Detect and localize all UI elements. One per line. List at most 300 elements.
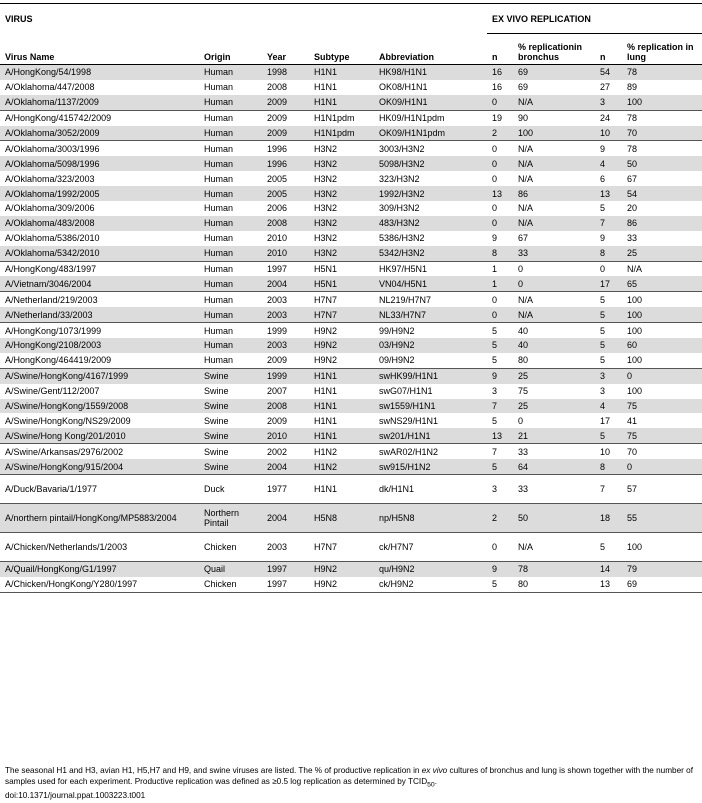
virus-name-cell: A/Swine/HongKong/1559/2008: [0, 399, 199, 414]
n-lung-cell: 24: [600, 113, 611, 124]
n-bronchus-cell: 0: [492, 542, 498, 553]
origin-cell: Swine: [204, 415, 229, 426]
origin-cell: Duck: [204, 484, 225, 495]
n-bronchus-cell: 0: [492, 173, 498, 184]
bronchus-cell: 33: [513, 246, 595, 261]
abbreviation-cell: NL33/H7N7: [374, 307, 487, 322]
bronchus-cell: 69: [518, 82, 529, 93]
col-header-lung: % replication in lung: [627, 42, 694, 62]
subtype-cell: H3N2: [309, 186, 374, 201]
year-cell: 2009: [262, 95, 309, 110]
origin-cell: Human: [204, 355, 234, 366]
subtype-cell: H1N1: [309, 368, 374, 383]
lung-cell: 89: [627, 82, 638, 93]
origin-cell: Human: [204, 294, 234, 305]
n-lung-cell: 0: [600, 264, 606, 275]
table-row: [0, 338, 702, 353]
table-row: [0, 577, 702, 592]
n-bronchus-cell: 5: [492, 415, 498, 426]
table-row: [0, 368, 702, 383]
n-bronchus-cell: 19: [492, 113, 503, 124]
year-cell: 2009: [267, 355, 288, 366]
table-row: [0, 562, 702, 577]
lung-cell: 69: [627, 579, 638, 590]
col-header-n-bronchus: n: [492, 52, 498, 62]
abbreviation-cell: 09/H9N2: [379, 355, 415, 366]
table-row: [0, 475, 702, 504]
origin-cell: Human: [199, 95, 262, 110]
abbreviation-cell: swAR02/H1N2: [379, 446, 439, 457]
subtype-cell: H1N1: [309, 428, 374, 443]
subtype-cell: H9N2: [314, 579, 338, 590]
subtype-cell: H1N1: [309, 65, 374, 80]
abbreviation-cell: swG07/H1N1: [379, 386, 433, 397]
origin-cell: Human: [204, 143, 234, 154]
origin-cell: Human: [199, 276, 262, 291]
abbreviation-cell: HK09/H1N1pdm: [379, 113, 445, 124]
virus-name-cell: A/Oklahoma/323/2003: [5, 173, 95, 184]
subtype-cell: H5N1: [309, 276, 374, 291]
lung-cell: 75: [622, 428, 702, 443]
caption-text-2: cultures of bronchus and lung is shown together with the number of samples used for each experiment. Productive replication was defined as ≥0.5 log replication as determined by TCID: [5, 766, 693, 786]
lung-cell: 20: [627, 203, 638, 214]
subtype-cell: H3N2: [314, 233, 338, 244]
year-cell: 1996: [262, 156, 309, 171]
bronchus-cell: N/A: [513, 156, 595, 171]
origin-cell: Swine: [199, 428, 262, 443]
abbreviation-cell: OK09/H1N1pdm: [374, 126, 487, 141]
bronchus-cell: N/A: [518, 143, 534, 154]
year-cell: 2002: [267, 446, 288, 457]
virus-name-cell: A/northern pintail/HongKong/MP5883/2004: [0, 504, 199, 533]
lung-cell: 78: [627, 143, 638, 154]
lung-cell: 65: [622, 276, 702, 291]
table-row: [0, 261, 702, 276]
subtype-cell: H9N2: [314, 325, 338, 336]
n-lung-cell: 9: [600, 143, 606, 154]
table-row: [0, 156, 702, 171]
abbreviation-cell: HK97/H5N1: [379, 264, 428, 275]
n-lung-cell: 5: [600, 542, 606, 553]
virus-name-cell: A/Netherland/33/2003: [0, 307, 199, 322]
year-cell: 1996: [267, 143, 288, 154]
virus-name-cell: A/Vietnam/3046/2004: [0, 276, 199, 291]
virus-name-cell: A/Oklahoma/3003/1996: [5, 143, 100, 154]
virus-name-cell: A/HongKong/2108/2003: [0, 338, 199, 353]
bronchus-cell: N/A: [518, 542, 534, 553]
origin-cell: Swine: [204, 386, 229, 397]
lung-cell: 79: [622, 562, 702, 577]
abbreviation-cell: 5342/H3N2: [374, 246, 487, 261]
subtype-cell: H5N1: [314, 264, 338, 275]
subtype-cell: H1N2: [309, 459, 374, 474]
origin-cell: Swine: [204, 446, 229, 457]
n-bronchus-cell: 9: [492, 233, 498, 244]
lung-cell: 55: [622, 504, 702, 533]
n-bronchus-cell: 5: [492, 325, 498, 336]
n-bronchus-cell: 5: [492, 355, 498, 366]
lung-cell: 86: [622, 216, 702, 231]
n-lung-cell: 5: [600, 294, 606, 305]
n-bronchus-cell: 0: [492, 143, 498, 154]
col-header-virus-name: Virus Name: [5, 52, 55, 62]
abbreviation-cell: 323/H3N2: [379, 173, 420, 184]
lung-cell: 60: [622, 338, 702, 353]
abbreviation-cell: np/H5N8: [374, 504, 487, 533]
table-row: [0, 80, 702, 95]
virus-name-cell: A/Oklahoma/1137/2009: [0, 95, 199, 110]
caption-italic: ex vivo: [421, 766, 448, 775]
virus-name-cell: A/Oklahoma/1992/2005: [0, 186, 199, 201]
n-lung-cell: 13: [595, 186, 622, 201]
bronchus-cell: 40: [513, 338, 595, 353]
bronchus-cell: 67: [518, 233, 529, 244]
abbreviation-cell: 483/H3N2: [374, 216, 487, 231]
abbreviation-cell: VN04/H5N1: [374, 276, 487, 291]
n-lung-cell: 5: [595, 338, 622, 353]
bronchus-cell: 80: [518, 579, 529, 590]
table-row: [0, 444, 702, 459]
year-cell: 2010: [262, 246, 309, 261]
bronchus-cell: 33: [518, 484, 529, 495]
virus-name-cell: A/Swine/Hong Kong/201/2010: [0, 428, 199, 443]
table-row: [0, 201, 702, 216]
origin-cell: Chicken: [204, 542, 237, 553]
subtype-cell: H5N8: [309, 504, 374, 533]
abbreviation-cell: sw1559/H1N1: [374, 399, 487, 414]
year-cell: 2009: [267, 415, 288, 426]
lung-cell: 67: [627, 173, 638, 184]
year-cell: 1977: [267, 484, 288, 495]
abbreviation-cell: HK98/H1N1: [374, 65, 487, 80]
subtype-cell: H9N2: [314, 355, 338, 366]
n-bronchus-cell: 0: [487, 216, 513, 231]
lung-cell: 100: [622, 95, 702, 110]
table-row: [0, 504, 702, 533]
bronchus-cell: 100: [513, 126, 595, 141]
n-lung-cell: 3: [595, 95, 622, 110]
subtype-cell: H7N7: [314, 542, 338, 553]
group-header-row: [0, 4, 702, 34]
n-bronchus-cell: 5: [492, 579, 498, 590]
origin-cell: Human: [204, 233, 234, 244]
bronchus-cell: 0: [518, 415, 524, 426]
subtype-cell: H9N2: [309, 338, 374, 353]
year-cell: 2010: [262, 428, 309, 443]
virus-name-cell: A/HongKong/54/1998: [0, 65, 199, 80]
abbreviation-cell: NL219/H7N7: [379, 294, 432, 305]
n-bronchus-cell: 13: [487, 186, 513, 201]
n-bronchus-cell: 8: [487, 246, 513, 261]
table-row: [0, 384, 702, 399]
abbreviation-cell: swHK99/H1N1: [374, 368, 487, 383]
col-header-abbreviation: Abbreviation: [379, 52, 435, 62]
abbreviation-cell: 1992/H3N2: [374, 186, 487, 201]
bronchus-cell: 0: [518, 264, 524, 275]
n-bronchus-cell: 16: [492, 82, 503, 93]
n-lung-cell: 17: [600, 415, 611, 426]
table-row: [0, 141, 702, 156]
lung-cell: 78: [627, 113, 638, 124]
n-bronchus-cell: 2: [487, 504, 513, 533]
bronchus-cell: 75: [518, 386, 529, 397]
table-row: [0, 353, 702, 368]
origin-cell: Chicken: [204, 579, 237, 590]
lung-cell: N/A: [627, 264, 643, 275]
subtype-cell: H3N2: [309, 246, 374, 261]
n-lung-cell: 8: [595, 459, 622, 474]
virus-name-cell: A/Oklahoma/3052/2009: [0, 126, 199, 141]
year-cell: 1997: [262, 562, 309, 577]
origin-cell: Human: [204, 82, 234, 93]
subtype-cell: H3N2: [309, 216, 374, 231]
year-cell: 2004: [262, 459, 309, 474]
lung-cell: 33: [627, 233, 638, 244]
caption-doi: doi:10.1371/journal.ppat.1003223.t001: [5, 790, 146, 800]
n-lung-cell: 3: [595, 368, 622, 383]
table-row: [0, 126, 702, 141]
abbreviation-cell: 5098/H3N2: [374, 156, 487, 171]
col-header-n-lung: n: [600, 52, 606, 62]
table-row: [0, 246, 702, 261]
n-bronchus-cell: 0: [487, 95, 513, 110]
lung-cell: 54: [622, 186, 702, 201]
virus-name-cell: A/HongKong/1073/1999: [5, 325, 102, 336]
virus-name-cell: A/Oklahoma/309/2006: [5, 203, 95, 214]
n-bronchus-cell: 7: [487, 399, 513, 414]
year-cell: 1997: [267, 264, 288, 275]
lung-cell: 25: [622, 246, 702, 261]
n-bronchus-cell: 5: [487, 338, 513, 353]
abbreviation-cell: dk/H1N1: [379, 484, 415, 495]
bronchus-cell: 40: [518, 325, 529, 336]
subtype-cell: H1N2: [314, 446, 338, 457]
virus-name-cell: A/Quail/HongKong/G1/1997: [0, 562, 199, 577]
table-row: [0, 307, 702, 322]
virus-group-header: VIRUS: [5, 13, 33, 24]
virus-name-cell: A/Oklahoma/483/2008: [0, 216, 199, 231]
bronchus-cell: N/A: [513, 95, 595, 110]
year-cell: 2003: [262, 307, 309, 322]
year-cell: 2010: [267, 233, 288, 244]
n-bronchus-cell: 0: [492, 294, 498, 305]
table-row: [0, 95, 702, 110]
origin-cell: Human: [204, 203, 234, 214]
table-row: [0, 399, 702, 414]
subtype-cell: H1N1: [314, 484, 338, 495]
n-bronchus-cell: 7: [492, 446, 498, 457]
year-cell: 2008: [262, 216, 309, 231]
virus-name-cell: A/Chicken/Netherlands/1/2003: [5, 542, 128, 553]
n-lung-cell: 9: [600, 233, 606, 244]
virus-name-cell: A/Chicken/HongKong/Y280/1997: [5, 579, 138, 590]
abbreviation-cell: 03/H9N2: [374, 338, 487, 353]
subtype-cell: H3N2: [314, 143, 338, 154]
n-bronchus-cell: 13: [487, 428, 513, 443]
table-row: [0, 276, 702, 291]
origin-cell: Human: [199, 186, 262, 201]
subtype-cell: H9N2: [309, 562, 374, 577]
table-row: [0, 186, 702, 201]
virus-name-cell: A/Duck/Bavaria/1/1977: [5, 484, 98, 495]
bronchus-cell: 50: [513, 504, 595, 533]
virus-name-cell: A/Oklahoma/5342/2010: [0, 246, 199, 261]
n-lung-cell: 8: [595, 246, 622, 261]
virus-name-cell: A/Swine/HongKong/4167/1999: [0, 368, 199, 383]
bronchus-cell: N/A: [513, 307, 595, 322]
table-row: [0, 65, 702, 80]
exvivo-group-header: EX VIVO REPLICATION: [487, 4, 702, 34]
lung-cell: 100: [622, 307, 702, 322]
table-row: [0, 231, 702, 246]
n-lung-cell: 5: [595, 428, 622, 443]
n-bronchus-cell: 9: [487, 562, 513, 577]
origin-cell: Human: [204, 173, 234, 184]
abbreviation-cell: ck/H9N2: [379, 579, 414, 590]
origin-cell: Human: [199, 216, 262, 231]
year-cell: 2008: [262, 399, 309, 414]
table-caption: [5, 766, 697, 801]
caption-text-3: .: [434, 776, 438, 786]
year-cell: 2009: [267, 113, 288, 124]
origin-cell: Quail: [199, 562, 262, 577]
origin-cell: Human: [204, 325, 234, 336]
subtype-cell: H1N1pdm: [309, 126, 374, 141]
abbreviation-cell: 3003/H3N2: [379, 143, 425, 154]
table-row: [0, 171, 702, 186]
subtype-cell: H1N1pdm: [314, 113, 355, 124]
virus-name-cell: A/Oklahoma/5098/1996: [0, 156, 199, 171]
year-cell: 2004: [262, 504, 309, 533]
abbreviation-cell: 309/H3N2: [379, 203, 420, 214]
year-cell: 2005: [262, 186, 309, 201]
table-row: [0, 110, 702, 125]
col-header-subtype: Subtype: [314, 52, 350, 62]
column-header-row: [0, 34, 702, 65]
bronchus-cell: 69: [513, 65, 595, 80]
subtype-cell: H1N1: [314, 82, 338, 93]
year-cell: 1997: [267, 579, 288, 590]
year-cell: 2005: [267, 173, 288, 184]
year-cell: 2009: [262, 126, 309, 141]
bronchus-cell: 80: [518, 355, 529, 366]
caption-text-1: The seasonal H1 and H3, avian H1, H5,H7 and H9, and swine viruses are listed. The % of productive replication in: [5, 766, 422, 775]
bronchus-cell: 21: [513, 428, 595, 443]
lung-cell: 0: [622, 368, 702, 383]
bronchus-cell: N/A: [518, 294, 534, 305]
n-bronchus-cell: 2: [487, 126, 513, 141]
subtype-cell: H1N1: [309, 399, 374, 414]
n-bronchus-cell: 9: [487, 368, 513, 383]
bronchus-cell: N/A: [513, 216, 595, 231]
n-lung-cell: 27: [600, 82, 611, 93]
subtype-cell: H7N7: [314, 294, 338, 305]
table-row: [0, 413, 702, 428]
table-row: [0, 292, 702, 307]
bronchus-cell: 86: [513, 186, 595, 201]
year-cell: 2004: [262, 276, 309, 291]
lung-cell: 50: [622, 156, 702, 171]
lung-cell: 100: [627, 355, 643, 366]
n-lung-cell: 14: [595, 562, 622, 577]
lung-cell: 100: [627, 542, 643, 553]
virus-name-cell: A/Oklahoma/5386/2010: [5, 233, 100, 244]
subtype-cell: H3N2: [309, 156, 374, 171]
n-lung-cell: 5: [595, 307, 622, 322]
lung-cell: 100: [627, 294, 643, 305]
bronchus-cell: 33: [518, 446, 529, 457]
lung-cell: 0: [622, 459, 702, 474]
virus-name-cell: A/Swine/HongKong/NS29/2009: [5, 415, 131, 426]
col-header-origin: Origin: [204, 52, 231, 62]
caption-subscript: 50: [427, 781, 435, 789]
col-header-bronchus: % replicationin bronchus: [518, 42, 583, 62]
virus-name-cell: A/HongKong/464419/2009: [5, 355, 112, 366]
year-cell: 2003: [262, 338, 309, 353]
abbreviation-cell: sw201/H1N1: [374, 428, 487, 443]
year-cell: 2003: [267, 294, 288, 305]
n-bronchus-cell: 5: [487, 459, 513, 474]
n-lung-cell: 17: [595, 276, 622, 291]
bronchus-cell: 90: [518, 113, 529, 124]
subtype-cell: H3N2: [314, 203, 338, 214]
year-cell: 2003: [267, 542, 288, 553]
virus-name-cell: A/Swine/Arkansas/2976/2002: [5, 446, 124, 457]
virus-name-cell: A/Swine/HongKong/915/2004: [0, 459, 199, 474]
lung-cell: 57: [627, 484, 638, 495]
virus-table: [0, 4, 702, 593]
year-cell: 1998: [262, 65, 309, 80]
lung-cell: 41: [627, 415, 638, 426]
origin-cell: Swine: [199, 399, 262, 414]
year-cell: 1999: [262, 368, 309, 383]
lung-cell: 75: [622, 399, 702, 414]
n-lung-cell: 5: [600, 325, 606, 336]
subtype-cell: H7N7: [309, 307, 374, 322]
origin-cell: Human: [199, 307, 262, 322]
virus-name-cell: A/HongKong/483/1997: [5, 264, 97, 275]
year-cell: 2007: [267, 386, 288, 397]
bronchus-cell: N/A: [518, 173, 534, 184]
subtype-cell: H1N1: [309, 95, 374, 110]
table-row: [0, 533, 702, 562]
lung-cell: 100: [627, 325, 643, 336]
origin-cell: Human: [199, 246, 262, 261]
abbreviation-cell: 5386/H3N2: [379, 233, 425, 244]
n-lung-cell: 4: [595, 399, 622, 414]
origin-cell: Human: [199, 126, 262, 141]
lung-cell: 70: [622, 126, 702, 141]
bronchus-cell: N/A: [518, 203, 534, 214]
abbreviation-cell: qu/H9N2: [374, 562, 487, 577]
lung-cell: 70: [627, 446, 638, 457]
n-lung-cell: 4: [595, 156, 622, 171]
table-row: [0, 216, 702, 231]
abbreviation-cell: swNS29/H1N1: [379, 415, 439, 426]
virus-name-cell: A/Swine/Gent/112/2007: [5, 386, 100, 397]
bronchus-cell: 64: [513, 459, 595, 474]
origin-cell: Human: [199, 156, 262, 171]
lung-cell: 78: [622, 65, 702, 80]
year-cell: 1999: [267, 325, 288, 336]
n-lung-cell: 5: [600, 355, 606, 366]
table-row: [0, 428, 702, 443]
virus-name-cell: A/Oklahoma/447/2008: [5, 82, 95, 93]
table-row: [0, 323, 702, 338]
bronchus-cell: 25: [513, 399, 595, 414]
col-header-year: Year: [267, 52, 287, 62]
n-bronchus-cell: 1: [487, 276, 513, 291]
